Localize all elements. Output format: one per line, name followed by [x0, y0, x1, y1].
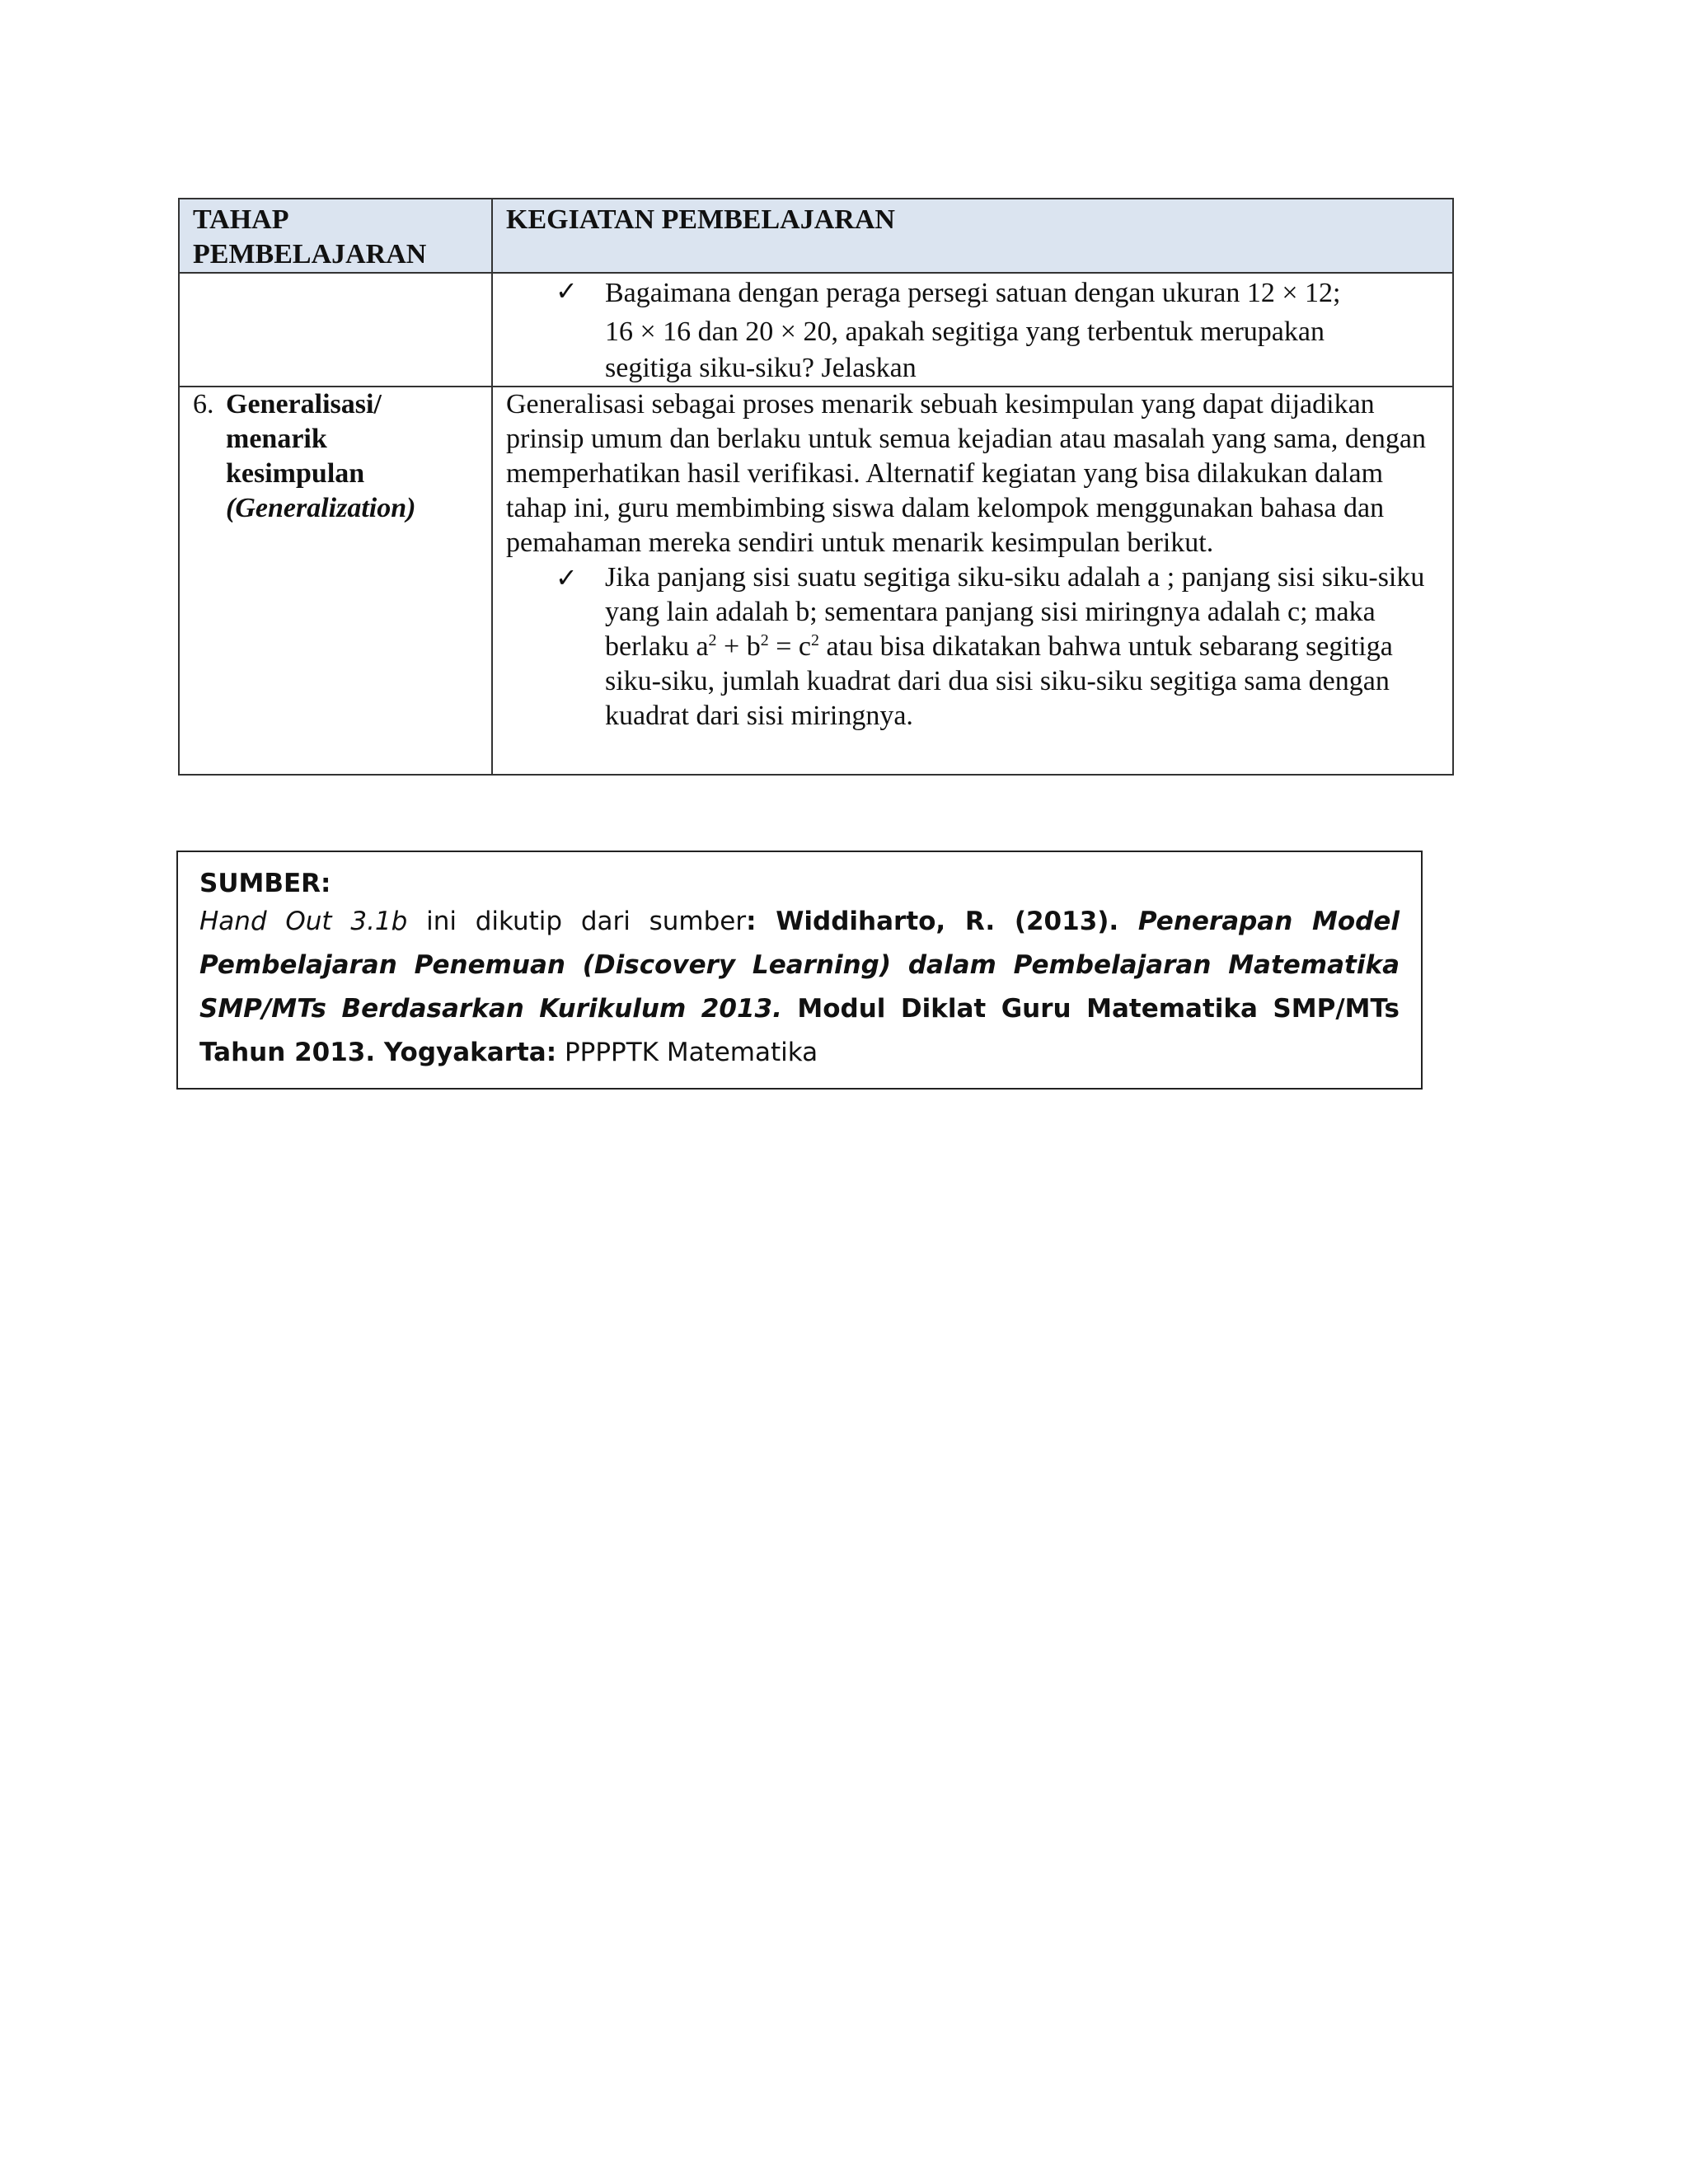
stage-title	[193, 387, 478, 526]
exponent-b: 2	[760, 631, 769, 649]
statement-part-1: Jika panjang sisi suatu segitiga siku-siku adalah a ; panjang sisi siku-siku yang lain adalah b; sementara panjang sisi miringnya adalah c; maka berlaku a	[605, 562, 1425, 662]
generalization-description: Generalisasi sebagai proses menarik sebuah kesimpulan yang dapat dijadikan prinsip umum dan berlaku untuk semua kejadian atau masalah yang sama, dengan memperhatikan hasil verifikasi. Alternatif kegiatan yang bisa dilakukan dalam tahap ini, guru membimbing siswa dalam kelompok menggunakan bahasa dan pemahaman mereka sendiri untuk menarik kesimpulan berikut.	[506, 389, 1427, 558]
table-row	[179, 387, 1453, 775]
stage-number: 6.	[193, 389, 214, 419]
header-kegiatan	[492, 199, 1453, 273]
statement-part-2: + b	[716, 631, 761, 662]
source-author: : Widdiharto, R. (2013).	[746, 907, 1138, 936]
header-tahap	[179, 199, 492, 273]
pythagoras-statement	[605, 562, 1424, 731]
exponent-a: 2	[708, 631, 717, 649]
statement-part-3: = c	[768, 631, 811, 662]
stage-title-line-1: Generalisasi/	[226, 389, 382, 419]
header-tahap-label: TAHAP PEMBELAJARAN	[193, 204, 427, 269]
activity-cell	[492, 273, 1453, 387]
check-icon: ✓	[556, 562, 578, 593]
bullet-line-2: 16 × 16 dan 20 × 20, apakah segitiga yang terbentuk merupakan	[605, 316, 1325, 347]
table-row	[179, 273, 1453, 387]
list-item	[556, 560, 1439, 733]
header-kegiatan-label: KEGIATAN PEMBELAJARAN	[506, 204, 895, 235]
source-citation	[199, 900, 1400, 1075]
stage-title-line-2: menarik	[226, 424, 327, 454]
activity-bullet-list	[506, 274, 1439, 386]
source-title: SUMBER:	[199, 869, 331, 898]
stage-cell-generalization	[179, 387, 492, 775]
source-box	[176, 851, 1423, 1090]
table-header-row	[179, 199, 1453, 273]
stage-title-english: (Generalization)	[226, 493, 416, 523]
handout-name: Hand Out 3.1b	[199, 907, 408, 936]
activity-cell	[492, 387, 1453, 775]
stage-cell-empty	[179, 273, 492, 387]
check-icon: ✓	[556, 275, 578, 307]
statement-part-4: atau bisa dikatakan bahwa untuk sebarang segitiga siku-siku, jumlah kuadrat dari dua sisi siku-siku segitiga sama dengan kuadrat dari sisi miringnya.	[605, 631, 1393, 731]
lesson-stage-table	[178, 198, 1454, 776]
exponent-c: 2	[811, 631, 819, 649]
activity-bullet-list	[506, 560, 1439, 733]
source-book-title: Penerapan Model Pembelajaran Penemuan (Discovery Learning) dalam Pembelajaran Matematika SMP/MTs Berdasarkan Kurikulum 2013.	[199, 907, 1400, 1024]
stage-title-line-3: kesimpulan	[226, 458, 365, 489]
source-intro: ini dikutip dari sumber	[407, 907, 747, 936]
bullet-line-1: Bagaimana dengan peraga persegi satuan dengan ukuran 12 × 12;	[605, 278, 1341, 308]
source-publisher: PPPPTK Matematika	[556, 1038, 818, 1067]
bullet-line-3: segitiga siku-siku? Jelaskan	[605, 353, 917, 383]
source-module: Modul Diklat Guru Matematika SMP/MTs Tahun 2013. Yogyakarta:	[199, 994, 1400, 1067]
list-item	[556, 274, 1439, 386]
